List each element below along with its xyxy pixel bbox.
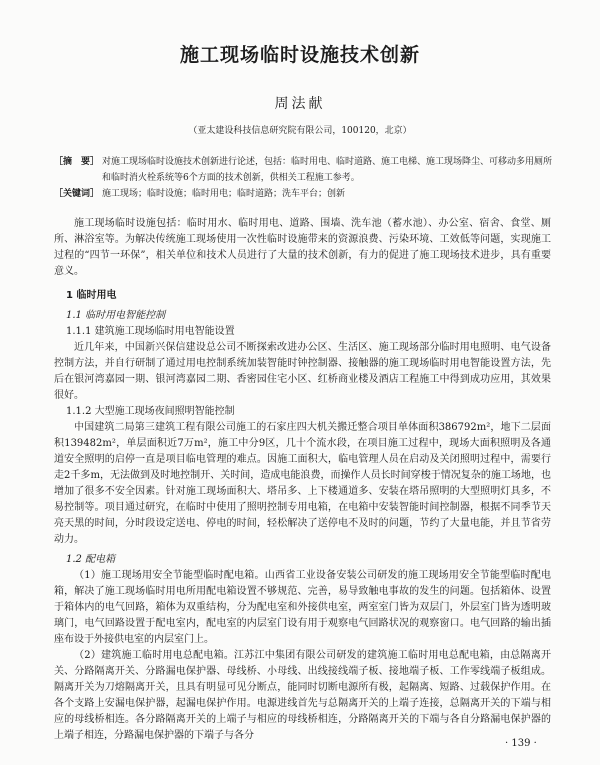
paper-title: 施工现场临时设施技术创新 xyxy=(179,44,420,66)
section-heading-1-2: 1.2 配电箱 xyxy=(66,554,116,565)
abstract-text: 对施工现场临时设施技术创新进行论述，包括：临时用电、临时道路、施工电梯、施工现场降尘、可移动多用厕所和临时消火栓系统等6个方面的技术创新，供相关工程施工参考。 xyxy=(102,157,553,183)
section-heading-1-1: 1.1 临时用电智能控制 xyxy=(66,310,166,321)
keywords-text: 施工现场；临时设施；临时用电；临时道路；洗车平台；创新 xyxy=(102,189,346,199)
page-number: · 139 · xyxy=(505,738,537,749)
paragraph-distribution-box-2: （2）建筑施工临时用电总配电箱。江苏江中集团有限公司研发的建筑施工临时用电总配电箱，由总隔离开关、分路隔离开关、分路漏电保护器、母线桥、小母线、出线接线端子板、接地端子板、工作零线端子板组成。隔离开关为刀熔隔离开关，且具有明显可见分断点，能同时切断电源所有极，起隔离、短路、过载保护作用。在各个支路上安漏电保护器，起漏电保护作用。电源进线首先与总隔离开关的上端子连接，总隔离开关的下端与相应的母线桥相连。各分路隔离开关的上端子与相应的母线桥相连，分路隔离开关的下端与各自分路漏电保护器的上端子相连，分路漏电保护器的下端子与各分 xyxy=(54,650,551,741)
paragraph-distribution-box-1: （1）施工现场用安全节能型临时配电箱。山西省工业设备安装公司研发的施工现场用安全节能型临时配电箱，解决了施工现场临时用电所用配电箱设置不够规范、完善，易导致触电事故的发生的问题。包括箱体、设置于箱体内的电气回路，箱体为双重结构，分为配电室和外接供电室，两室室门皆为双层门，外层室门皆为透明玻璃门，电气回路设置于配电室内，配电室的内层室门设有用于观察电气回路状况的观察窗口。电气回路的输出插座布设于外接供电室的内层室门上。 xyxy=(54,570,551,645)
keywords-label: ［关键词］ xyxy=(54,189,100,199)
author: 周法献 xyxy=(274,96,326,112)
section-heading-1-1-1: 1.1.1 建筑施工现场临时用电智能设置 xyxy=(66,326,235,337)
section-heading-1-1-2: 1.1.2 大型施工现场夜间照明智能控制 xyxy=(66,406,235,417)
paragraph-1-1-2: 中国建筑二局第三建筑工程有限公司施工的石家庄四大机关搬迁整合项目单体面积386792m²，地下二层面积139482m²，单层面积近7万m²，施工中分9区，几十个流水段，在项目施工过程中，现场大面积照明及各通道安全照明的启停一直是项目临电管理的难点。因施工面积大，临电管理人员在启动及关闭照明过程中，需要行走2千多m，无法做到及时地控制开、关时间，造成电能浪费，而操作人员长时间穿梭于情况复杂的施工场地，也增加了很多不安全因素。针对施工现场面积大、塔吊多、上下楼通道多、安装在塔吊照明的大型照明灯具多，不易控制等。项目通过研究，在临时中使用了照明控制专用电箱，在电箱中安装智能时间控制器，根据不同季节天亮天黑的时间，分时段设定送电、停电的时间，轻松解决了送停电不及时的问题，节约了大量电能，并且节省劳动力。 xyxy=(54,422,551,545)
section-heading-1: 1 临时用电 xyxy=(66,290,117,301)
keywords xyxy=(54,186,554,202)
paragraph-1-1-1: 近几年来，中国新兴保信建设总公司不断探索改进办公区、生活区、施工现场部分临时用电照明、电气设备控制方法，并自行研制了通过用电控制系统加装智能时钟控制器、接触器的施工现场临时用电智能设置方法，先后在银河湾嘉园一期、银河湾嘉园二期、香密园住宅小区、红桥商业楼及酒店工程施工中得到成功应用，其效果很好。 xyxy=(54,342,551,401)
abstract-label: ［摘 要］ xyxy=(54,157,100,167)
intro-paragraph: 施工现场临时设施包括：临时用水、临时用电、道路、围墙、洗车池（蓄水池）、办公室、宿舍、食堂、厕所、淋浴室等。为解决传统施工现场使用一次性临时设施带来的资源浪费、污染环境、工效低等问题，实现施工过程的“四节一环保”，相关单位和技术人员进行了大量的技术创新，有力的促进了施工现场技术进步，具有重要意义。 xyxy=(54,218,551,277)
affiliation: （亚太建设科技信息研究院有限公司，100120，北京） xyxy=(188,126,412,136)
body-text xyxy=(54,216,551,744)
abstract xyxy=(54,154,554,186)
